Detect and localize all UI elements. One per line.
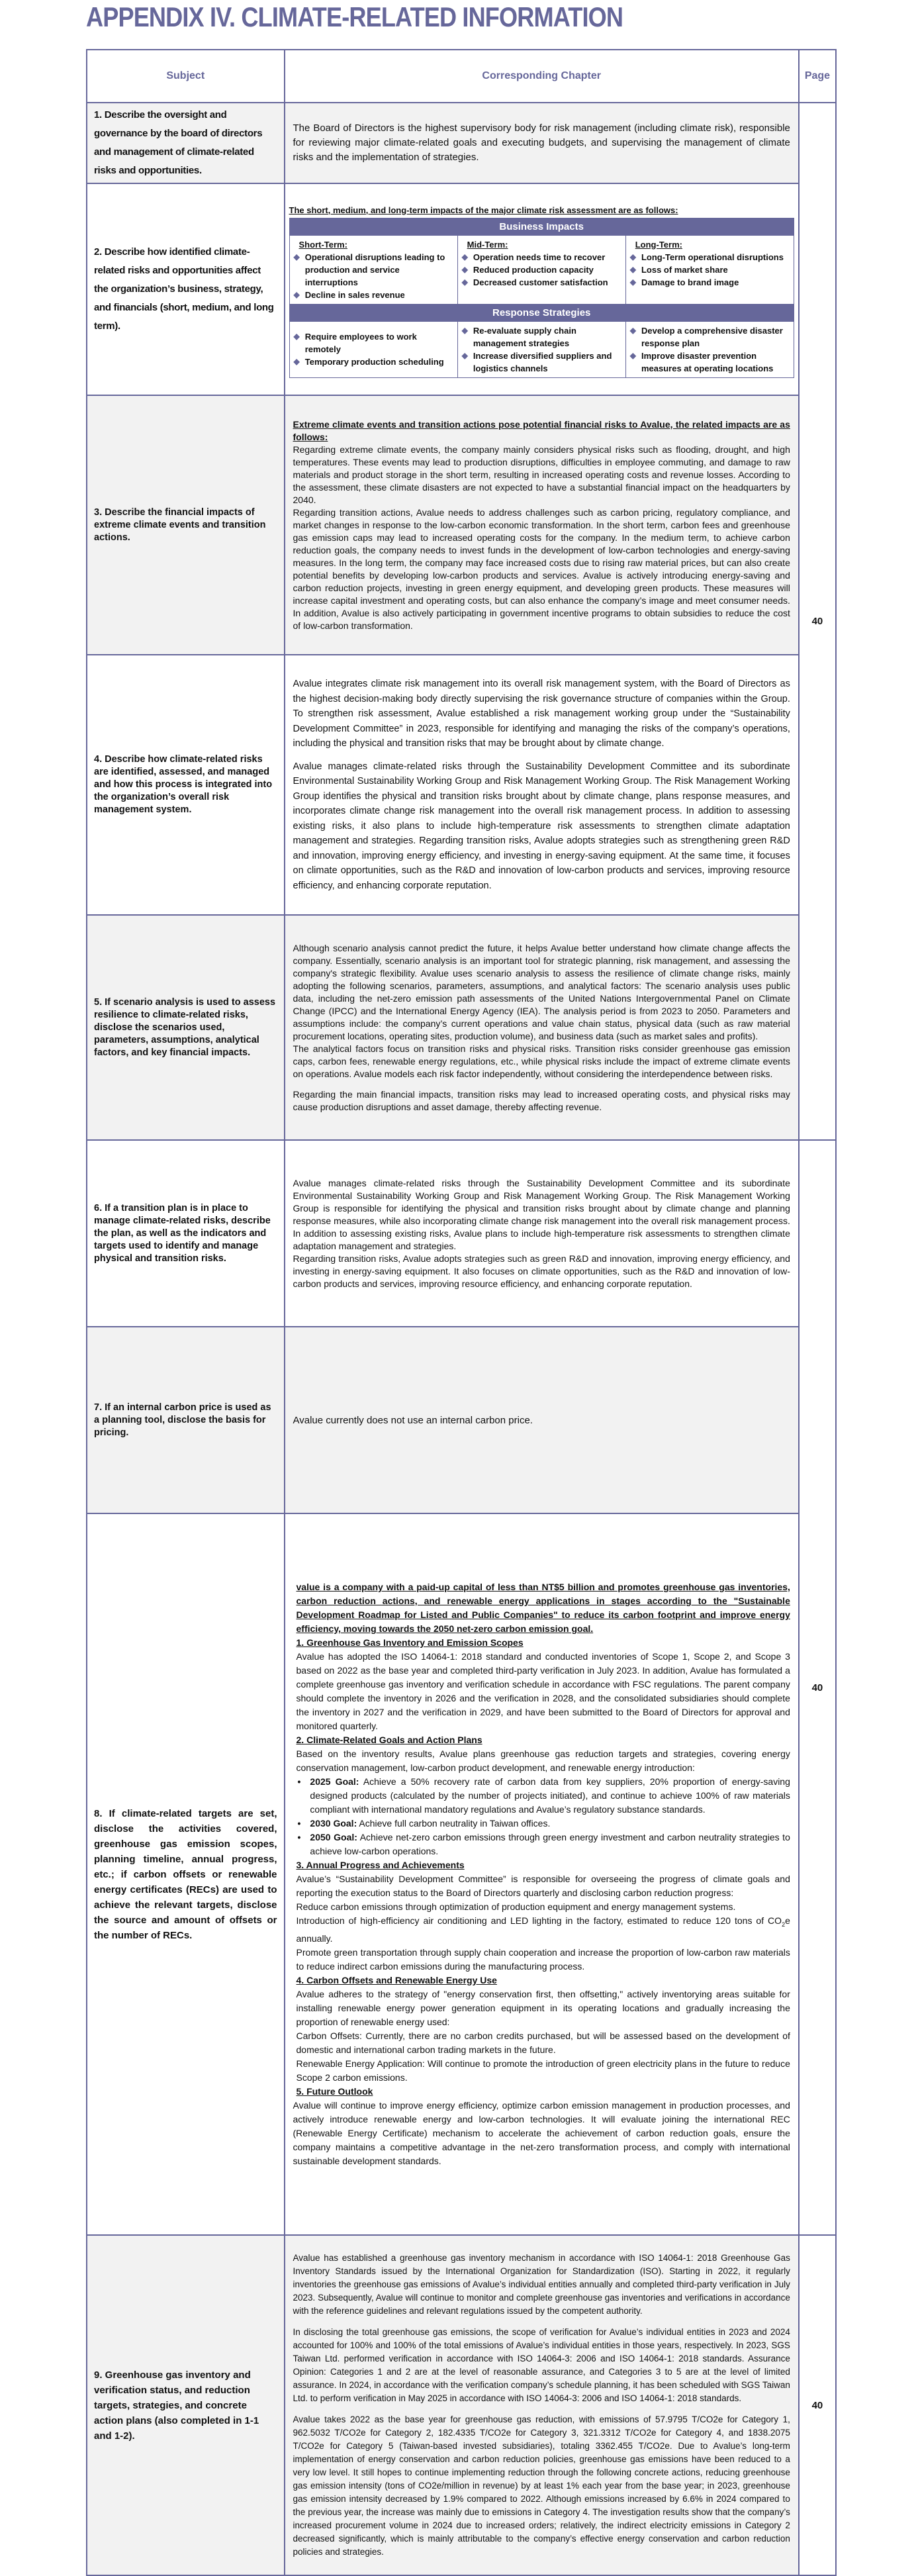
paragraph: Regarding transition actions, Avalue needs to address challenges such as carbon pricing, regulatory compliance, and market changes in response to the low-carbon economic transformation. In the short term, carbon fees and greenhouse gas emission caps may lead to increased operating costs for the company. In the medium term, to achieve carbon reduction goals, the company needs to invest funds in the development of low-carbon technologies and energy-saving measures. In the long term, the company may face increased costs due to rising raw material prices, but can also create potential benefits by developing low-carbon products and services. Avalue is actively introducing energy-saving and carbon reduction projects, investing in green energy equipment, and developing green products. These measures will increase capital investment and operating costs, but can also enhance the company’s image and meet consumer needs. In addition, Avalue is also actively participating in government incentive programs to obtain subsidies to reduce the cost of low-carbon transformation. — [293, 506, 790, 631]
page-cell — [799, 1140, 836, 2235]
paragraph: Regarding extreme climate events, the company mainly considers physical risks such as flooding, drought, and high temperatures. These events may lead to production disruptions, difficulties in employee commuting, and damage to raw materials and product storage in the short term, resulting in increased operating costs and revenue losses. According to the assessment, these climate disasters are not expected to have a substantial financial impact on the headquarters by 2040. — [293, 444, 790, 505]
paragraph: Although scenario analysis cannot predict the future, it helps Avalue better understand how climate change affects the company. Essentially, scenario analysis is an important tool for strategic planning, risk management, and assessing the company's strategic flexibility. Avalue uses scenario analysis to assess the resilience of climate change risks, mainly adopting the following scenarios, parameters, assumptions, and analytical factors: The scenario analysis uses public data, including the net-zero emission path assessments of the United Nations Intergovernmental Panel on Climate Change (IPCC) and the International Energy Agency (IEA). The analysis period is from 2023 to 2050. Parameters and assumptions include: the company’s current operations and value chain status, physical data (such as raw material procurement locations, operating sites, production volume), and business data (such as market sales and profits). — [293, 942, 790, 1041]
header-page: Page — [799, 50, 836, 103]
diamond-icon: ◆ — [461, 277, 468, 287]
paragraph: Avalue takes 2022 as the base year for greenhouse gas reduction, with emissions of 57.9795 T/CO2e for Category 1, 962.5032 T/CO2e for Category 2, 182.4335 T/CO2e for Category 3, 321.3312 T/CO2e for Category 4, and 1838.2075 T/CO2e for Category 5 (Taiwan-based invested subsidiaries), totaling 3362.455 T/CO2e. Due to Avalue’s long-term implementation of energy conservation and carbon reduction policies, greenhouse gas emissions have been reduced to a very low level. It still hopes to continue implementing reduction through the following concrete actions, reducing greenhouse gas emission intensity (tons of CO2e/million in revenue) by at least 1% each year from the base year; in 2023, greenhouse gas emission intensity decreased by 1.9% compared to 2022. Although emissions increased by 6.6% in 2024 compared to the previous year, the increase was mainly due to emissions in Category 4. The investigation results show that the company’s increased procurement volume in 2024 due to increased orders; relatively, the indirect electricity emissions in Category 2 decreased significantly, which is mainly attributable to the company’s effective energy conservation and carbon reduction policies and strategies. — [293, 2414, 790, 2557]
list-item: ◆ Decreased customer satisfaction — [461, 277, 608, 287]
bullet-icon: • — [297, 1818, 301, 1829]
paragraph: Renewable Energy Application: Will continue to promote the introduction of green electricity plans in the future to reduce Scope 2 carbon emissions. — [296, 2058, 790, 2083]
bullet-icon: • — [297, 1776, 301, 1788]
page-cell — [799, 103, 836, 1140]
paragraph: Avalue manages climate-related risks through the Sustainability Development Committee and its subordinate Environmental Sustainability Working Group and Risk Management Working Group. The Risk Management Working Group is responsible for identifying the physical and transition risks brought about by climate change and planning response measures, while also incorporating climate change risk management into the overall risk management process. In addition to assessing existing risks, Avalue plans to include high-temperature risk assessments to strengthen climate adaptation management and strategies. — [293, 1177, 790, 1251]
table-row — [87, 395, 836, 655]
intro-heading: value is a company with a paid-up capital of less than NT$5 billion and promotes greenhouse gas inventories, carbon reduction actions, and renewable energy applications in stages according to the "Sustainable Development Roadmap for Listed and Public Companies" to reduce its carbon footprint and improve energy efficiency, moving towards the 2050 net-zero carbon emission goal. — [296, 1582, 790, 1635]
section-heading: 4. Carbon Offsets and Renewable Energy Use — [296, 1974, 497, 1985]
paragraph: Avalue adheres to the strategy of "energy conservation first, then offsetting," actively inventorying areas suitable for installing renewable energy power generation equipment in its operating locations and gradually increasing the proportion of renewable energy used: — [296, 1988, 790, 2027]
paragraph: Introduction of high-efficiency air conditioning and LED lighting in the factory, estimated to reduce 120 tons of $CO_2e$ annually. — [296, 1915, 790, 1944]
header-chapter: Corresponding Chapter — [285, 50, 799, 103]
section-heading: Extreme climate events and transition actions pose potential financial risks to Avalue, the related impacts are as follows: — [293, 418, 790, 442]
strategies-long — [625, 321, 794, 377]
paragraph: The analytical factors focus on transition risks and physical risks. Transition risks consider greenhouse gas emission caps, carbon fees, renewable energy regulations, etc., while physical risks include the impact of extreme climate events on operations. Avalue models each risk factor independently, without considering the interdependence between risks. — [293, 1043, 790, 1079]
table-header-row — [87, 50, 836, 103]
paragraph: Avalue currently does not use an internal carbon price. — [293, 1414, 533, 1426]
impact-table — [289, 218, 794, 378]
list-item: ◆ Operational disruptions leading to production and service interruptions — [293, 252, 445, 287]
list-item: ◆ Re-evaluate supply chain management strategies — [461, 325, 576, 348]
subject-cell: 7. If an internal carbon price is used as a planning tool, disclose the basis for pricing. — [87, 1327, 285, 1513]
subject-cell: 1. Describe the oversight and governance by the board of directors and management of climate-related risks and opportunities. — [87, 103, 285, 183]
list-item: ◆ Develop a comprehensive disaster response plan — [629, 325, 783, 348]
diamond-icon: ◆ — [629, 325, 636, 335]
diamond-icon: ◆ — [293, 289, 300, 299]
paragraph: Avalue has adopted the ISO 14064-1: 2018 standard and conducted inventories of Scope 1, Scope 2, and Scope 3 based on 2022 as the base year and completed third-party verification in July 2023. In addition, Avalue has formulated a complete greenhouse gas inventory and verification schedule in accordance with FSC regulations. The parent company should complete the inventory in 2026 and the verification in 2028, and the consolidated subsidiaries should complete the inventory in 2027 and the verification in 2029, and have been submitted to the Board of Directors for approval and monitored quarterly. — [296, 1651, 790, 1732]
climate-info-table — [86, 49, 837, 2576]
table-row — [87, 1140, 836, 1327]
table-row — [87, 183, 836, 395]
paragraph: Avalue’s “Sustainability Development Committee” is responsible for overseeing the progress of climate goals and reporting the execution status to the Board of Directors quarterly and disclosing carbon reduction progress: — [296, 1874, 790, 1899]
list-item: ◆ Temporary production scheduling — [293, 357, 444, 367]
list-item: ◆ Require employees to work remotely — [293, 332, 417, 354]
goal-item: • 2050 Goal: Achieve net-zero carbon emissions through green energy investment and carbon neutrality strategies to achieve low-carbon operations. — [298, 1831, 790, 1858]
paragraph: Promote green transportation through supply chain cooperation and increase the proportion of low-carbon raw materials to reduce indirect carbon emissions during the manufacturing process. — [296, 1946, 790, 1972]
list-item: ◆ Damage to brand image — [629, 277, 739, 287]
diamond-icon: ◆ — [461, 325, 468, 335]
list-item: ◆ Long-Term operational disruptions — [629, 252, 784, 262]
chapter-cell — [285, 103, 799, 183]
mid-term-label: Mid-Term: — [467, 239, 508, 250]
table-row — [87, 2235, 836, 2575]
subject-cell: 4. Describe how climate-related risks are identified, assessed, and managed and how this process is integrated into the organization’s overall risk management system. — [87, 655, 285, 915]
diamond-icon: ◆ — [629, 264, 636, 274]
diamond-icon: ◆ — [629, 252, 636, 262]
page-cell — [799, 2235, 836, 2575]
diamond-icon: ◆ — [293, 357, 300, 366]
header-subject: Subject — [87, 50, 285, 103]
response-strategies-band: Response Strategies — [289, 304, 794, 321]
strategies-short — [289, 321, 457, 377]
impacts-long — [625, 235, 794, 304]
section-heading: 1. Greenhouse Gas Inventory and Emission Scopes — [296, 1637, 524, 1648]
list-item: ◆ Loss of market share — [629, 264, 728, 275]
table-row — [87, 655, 836, 915]
list-item: ◆ Decline in sales revenue — [293, 289, 405, 300]
list-item: ◆ Operation needs time to recover — [461, 252, 606, 262]
page-number: 40 — [811, 2399, 823, 2411]
chapter-cell — [285, 915, 799, 1140]
page-number: 40 — [811, 616, 823, 627]
diamond-icon: ◆ — [629, 277, 636, 287]
goal-item: • 2030 Goal: Achieve full carbon neutrality in Taiwan offices. — [298, 1817, 790, 1831]
diamond-icon: ◆ — [461, 252, 468, 262]
paragraph: The Board of Directors is the highest supervisory body for risk management (including climate risk), responsible for reviewing major climate-related goals and executing budgets, and supervising the management of climate risks and the implementation of strategies. — [293, 122, 790, 163]
page-title: APPENDIX IV. CLIMATE-RELATED INFORMATION — [86, 1, 623, 32]
paragraph: Carbon Offsets: Currently, there are no carbon credits purchased, but will be assessed based on the development of domestic and international carbon trading markets in the future. — [296, 2030, 790, 2055]
subject-cell: 2. Describe how identified climate-related risks and opportunities affect the organization’s business, strategy, and financials (short, medium, and long term). — [87, 183, 285, 395]
chapter-cell — [285, 1513, 799, 2235]
chapter-cell — [285, 2235, 799, 2575]
subject-cell: 8. If climate-related targets are set, disclose the activities covered, greenhouse gas emission scopes, planning timeline, annual progress, etc.; if carbon offsets or renewable energy certificates (RECs) are used to achieve the relevant targets, disclose the source and amount of offsets or the number of RECs. — [87, 1513, 285, 2235]
section-heading: 3. Annual Progress and Achievements — [296, 1860, 465, 1871]
subject-cell: 3. Describe the financial impacts of extreme climate events and transition actions. — [87, 395, 285, 655]
subject-cell: 5. If scenario analysis is used to assess resilience to climate-related risks, disclose the scenarios used, parameters, assumptions, analytical factors, and key financial impacts. — [87, 915, 285, 1140]
impacts-row — [289, 235, 794, 304]
table-row — [87, 915, 836, 1140]
chapter-cell — [285, 183, 799, 395]
paragraph: In disclosing the total greenhouse gas emissions, the scope of verification for Avalue’s individual entities in 2023 and 2024 accounted for 100% and 100% of the total emissions of Avalue’s individual entities in those years, respectively. In 2023, SGS Taiwan Ltd. performed verification in accordance with ISO 14064-3: 2006 and ISO 14064-1: 2018 standards. Assurance Opinion: Categories 1 and 2 are at the level of reasonable assurance, and Categories 3 to 5 are at the level of limited assurance. In 2024, in accordance with the verification company’s schedule planning, it has been scheduled with SGS Taiwan Ltd. to perform verification in May 2025 in accordance with ISO 14064-3: 2006 and ISO 14064-1: 2018 standards. — [293, 2327, 790, 2403]
list-item: ◆ Increase diversified suppliers and logistics channels — [461, 350, 612, 373]
diamond-icon: ◆ — [461, 350, 468, 360]
strategies-row — [289, 321, 794, 377]
paragraph: Avalue integrates climate risk management into its overall risk management system, with the Board of Directors as the highest decision-making body directly supervising the risk governance structure of companies within the Group. To strengthen risk assessment, Avalue established a risk management working group under the “Sustainability Development Committee” in 2023, responsible for identifying and managing the risks of the company’s operations, including the physical and transition risks that may be brought about by climate change. — [293, 679, 790, 749]
diamond-icon: ◆ — [461, 264, 468, 274]
bullet-icon: • — [297, 1832, 301, 1843]
table-row — [87, 1327, 836, 1513]
impacts-mid — [457, 235, 625, 304]
section-heading: 2. Climate-Related Goals and Action Plans — [296, 1735, 482, 1746]
long-term-label: Long-Term: — [635, 239, 682, 250]
paragraph: Avalue will continue to improve energy efficiency, optimize carbon emission management in production processes, and actively introduce renewable energy and low-carbon technologies. It will evaluate joining the international REC (Renewable Energy Certificate) mechanism to accelerate the achievement of carbon reduction goals, ensure the company maintains a competitive advantage in the net-zero transformation process, and comply with international sustainable development standards. — [293, 2099, 790, 2166]
paragraph: Reduce carbon emissions through optimization of production equipment and energy management systems. — [296, 1901, 736, 1913]
table-row — [87, 1513, 836, 2235]
diamond-icon: ◆ — [293, 252, 300, 262]
paragraph: Based on the inventory results, Avalue plans greenhouse gas reduction targets and strategies, covering energy conservation management, low-carbon product development, and renewable energy introduction: — [296, 1748, 790, 1774]
table-row — [87, 103, 836, 183]
paragraph: Avalue has established a greenhouse gas inventory mechanism in accordance with ISO 14064-1: 2018 Greenhouse Gas Inventory Standards issued by the International Organization for Standardization (ISO). Starting in 2022, it regularly inventories the greenhouse gas emissions of Avalue’s individual entities annually and completed third-party verification in July 2023. Subsequently, Avalue will continue to monitor and complete greenhouse gas inventories and verifications in accordance with the reference guidelines and relevant regulations issued by the competent authority. — [293, 2253, 790, 2316]
chapter-cell — [285, 1140, 799, 1327]
chapter-cell — [285, 395, 799, 655]
impacts-short — [289, 235, 457, 304]
strategies-mid — [457, 321, 625, 377]
chapter-cell — [285, 1327, 799, 1513]
list-item: ◆ Reduced production capacity — [461, 264, 594, 275]
diamond-icon: ◆ — [293, 332, 300, 341]
short-term-label: Short-Term: — [298, 239, 347, 250]
paragraph: Regarding the main financial impacts, transition risks may lead to increased operating costs, and physical risks may cause production disruptions and asset damage, thereby affecting revenue. — [293, 1088, 790, 1112]
goal-item: • 2025 Goal: Achieve a 50% recovery rate of carbon data from key suppliers, 20% proportion of energy-saving designed products (calculated by the number of projects initiated), and continue to achieve 100% of raw materials compliant with international mandatory regulations and Avalue’s regulatory substance standards. — [298, 1775, 790, 1817]
list-item: ◆ Improve disaster prevention measures at operating locations — [629, 350, 774, 373]
subject-cell: 9. Greenhouse gas inventory and verification status, and reduction targets, strategies, and concrete action plans (also completed in 1-1 and 1-2). — [87, 2235, 285, 2575]
impact-intro: The short, medium, and long-term impacts of the major climate risk assessment are as follows: — [289, 205, 678, 215]
business-impacts-band: Business Impacts — [289, 218, 794, 235]
paragraph: Avalue manages climate-related risks through the Sustainability Development Committee and its subordinate Environmental Sustainability Working Group and Risk Management Working Group. The Risk Management Working Group identifies the physical and transition risks brought about by climate change, plans response measures, and incorporates climate change risk management into the overall risk management process. In addition to assessing existing risks, it also plans to include high-temperature risk assessments to strengthen climate adaptation management and strategies. Regarding transition risks, Avalue adopts strategies such as strengthening green R&D and innovation, improving energy efficiency, and investing in energy-saving equipment. At the same time, it focuses on climate opportunities, such as the R&D and innovation of low-carbon products and services, improving resource efficiency, and enhancing corporate reputation. — [293, 761, 790, 891]
chapter-cell — [285, 655, 799, 915]
diamond-icon: ◆ — [629, 350, 636, 360]
paragraph: Regarding transition risks, Avalue adopts strategies such as green R&D and innovation, improving energy efficiency, and investing in energy-saving equipment. It also focuses on climate opportunities, such as the R&D and innovation of low-carbon products and services, improving resource efficiency, and enhancing corporate reputation. — [293, 1253, 790, 1289]
page-number: 40 — [811, 1682, 823, 1693]
section-heading: 5. Future Outlook — [296, 2085, 373, 2097]
subject-cell: 6. If a transition plan is in place to manage climate-related risks, describe the plan, as well as the indicators and targets used to identify and manage physical and transition risks. — [87, 1140, 285, 1327]
